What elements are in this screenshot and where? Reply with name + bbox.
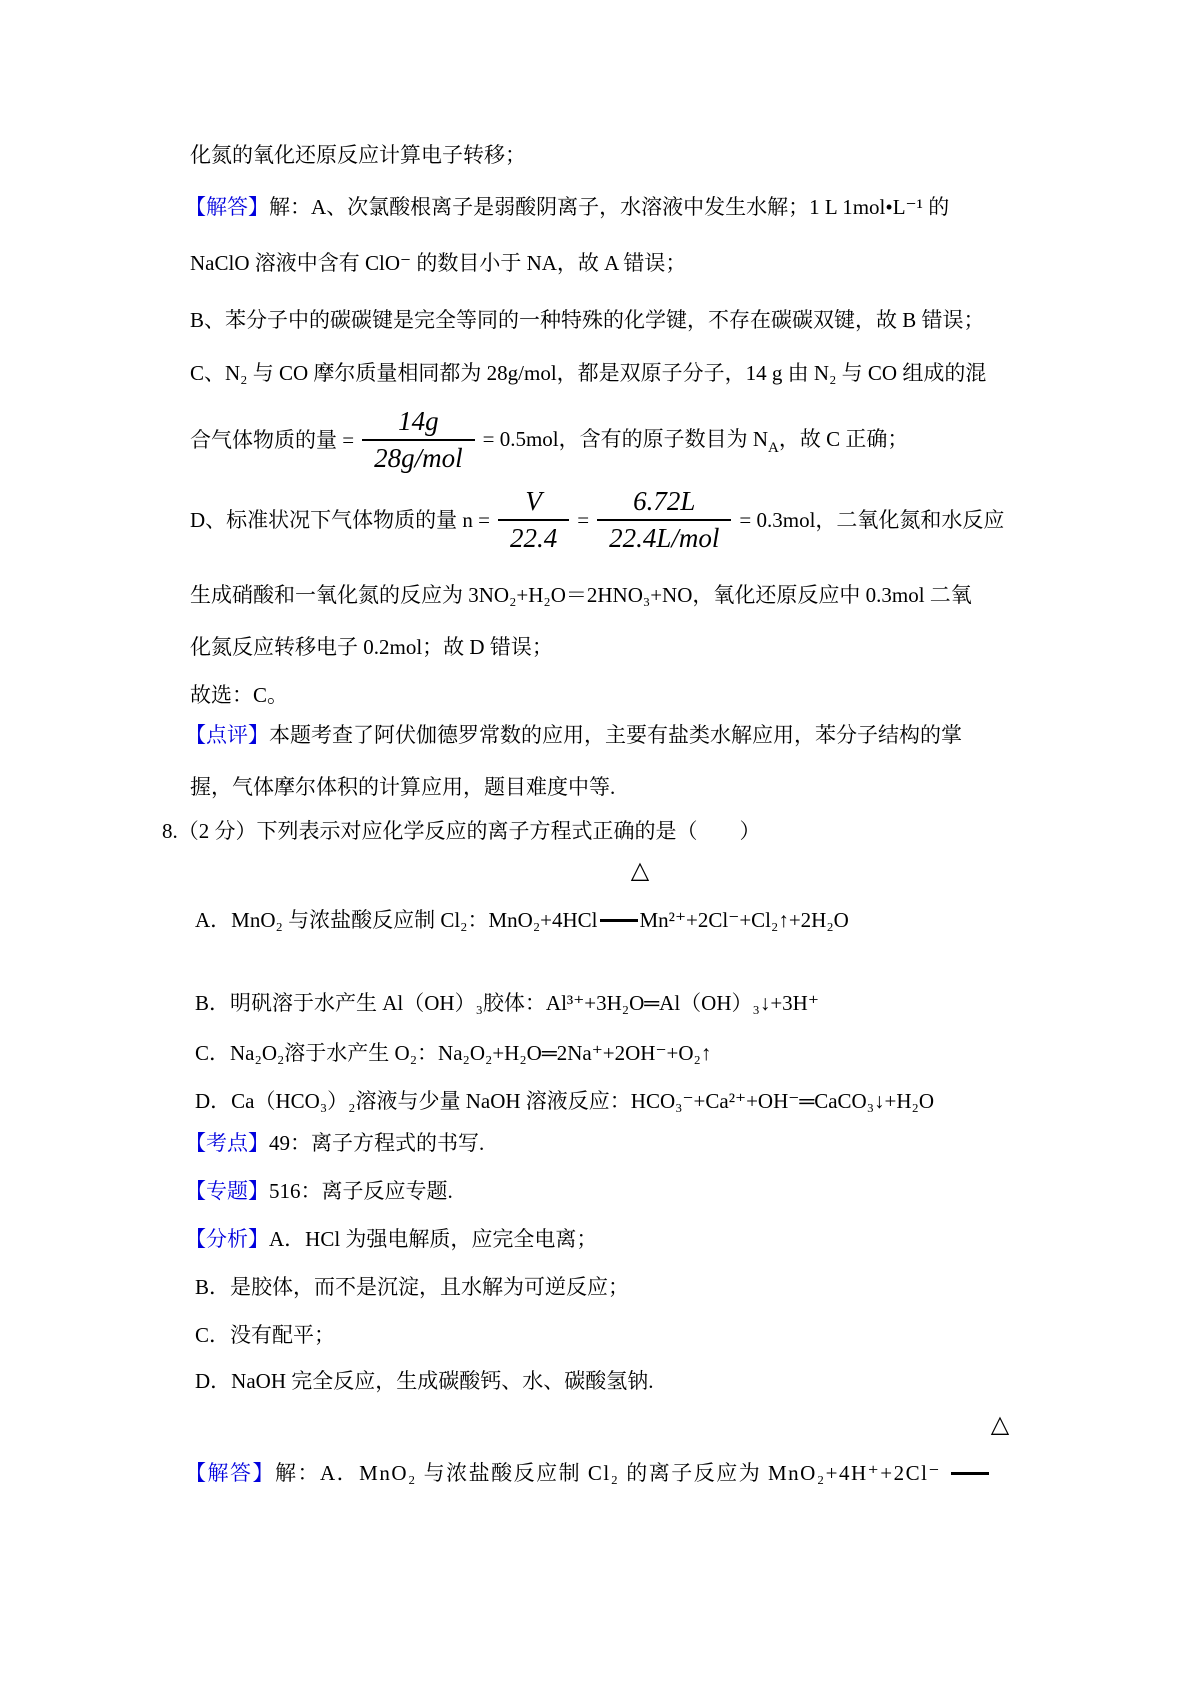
c-formula-result: [483, 424, 909, 457]
question8-jieda-line: [185, 1458, 991, 1488]
fraction-denominator: 22.4: [498, 519, 569, 554]
solution7-answer-line-a2: NaClO 溶液中含有 ClO⁻ 的数目小于 NA，故 A 错误；: [190, 251, 687, 275]
question8-zhuanti-line: [185, 1176, 453, 1206]
kaodian-label: 【考点】: [185, 1131, 269, 1155]
option-a-post: Mn²⁺+2Cl⁻+Cl₂↑+2H₂O: [639, 908, 849, 932]
fraction-denominator: 22.4L/mol: [597, 519, 731, 554]
question8-fenxi-line-b: B．是胶体，而不是沉淀，且水解为可逆反应；: [195, 1275, 630, 1299]
solution7-answer-line-d2: 生成硝酸和一氧化氮的反应为 3NO₂+H₂O＝2HNO₃+NO，氧化还原反应中 0.3mol 二氧: [190, 583, 972, 607]
question8-option-d: D．Ca（HCO₃）₂溶液与少量 NaOH 溶液反应：HCO₃⁻+Ca²⁺+OH⁻═CaCO₃↓+H₂O: [195, 1089, 935, 1113]
question8-fenxi-line-d: D．NaOH 完全反应，生成碳酸钙、水、碳酸氢钠.: [195, 1369, 654, 1393]
fraction-numerator: 6.72L: [633, 486, 696, 516]
delta-glyph: △: [630, 856, 650, 884]
fraction-14g-over-28gmol: [362, 406, 475, 474]
c-formula-mid: = 0.5mol，含有的原子数目为 N: [482, 426, 769, 451]
delta-heating-symbol: [982, 1412, 1018, 1436]
solution7-answer-line-a1: [185, 192, 949, 222]
zhuanti-label: 【专题】: [185, 1179, 269, 1203]
d-formula-pre: D、标准状况下气体物质的量 n =: [190, 508, 491, 533]
d-formula-post: = 0.3mol，二氧化氮和水反应: [739, 508, 1005, 533]
c-formula-pre: 合气体物质的量 =: [190, 428, 355, 453]
equation-line: [600, 919, 638, 922]
question8-fenxi-line-a: [185, 1224, 597, 1254]
question8-option-b: B．明矾溶于水产生 Al（OH）₃胶体：Al³⁺+3H₂O═Al（OH）₃↓+3H⁺: [195, 991, 819, 1015]
fraction-V-over-22.4: [498, 486, 569, 554]
fraction-6.72L-over-22.4Lmol: [597, 486, 731, 554]
fraction-numerator: V: [525, 486, 542, 516]
fraction-numerator: 14g: [398, 406, 439, 436]
solution7-answer-line-b: B、苯分子中的碳碳键是完全等同的一种特殊的化学键，不存在碳碳双键，故 B 错误；: [190, 308, 985, 332]
answer-text-a1: 解：A、次氯酸根离子是弱酸阴离子，水溶液中发生水解；1 L 1mol•L⁻¹ 的: [269, 195, 950, 219]
question8-stem: 8.（2 分）下列表示对应化学反应的离子方程式正确的是（ ）: [162, 819, 761, 843]
question8-option-a: [195, 905, 849, 935]
solution7-answer-line-c2-formula: [190, 406, 908, 474]
solution7-comment-line2: 握，气体摩尔体积的计算应用，题目难度中等.: [190, 775, 616, 799]
question8-option-c: C．Na₂O₂溶于水产生 O₂：Na₂O₂+H₂O═2Na⁺+2OH⁻+O₂↑: [195, 1041, 712, 1065]
kaodian-text: 49：离子方程式的书写.: [269, 1131, 485, 1155]
d-formula-equals: =: [577, 508, 590, 533]
option-a-pre: A．MnO₂ 与浓盐酸反应制 Cl₂：MnO₂+4HCl: [195, 908, 598, 932]
solution7-comment-line1: [185, 720, 962, 750]
solution7-answer-line-d3: 化氮反应转移电子 0.2mol；故 D 错误；: [190, 635, 553, 659]
comment-label: 【点评】: [185, 723, 269, 747]
c-formula-post: ，故 C 正确；: [778, 426, 909, 451]
zhuanti-text: 516：离子反应专题.: [269, 1179, 453, 1203]
delta-glyph: △: [990, 1410, 1010, 1438]
question8-kaodian-line: [185, 1128, 484, 1158]
delta-heating-symbol: [622, 858, 658, 882]
solution7-answer-line-c1: C、N₂ 与 CO 摩尔质量相同都为 28g/mol，都是双原子分子，14 g 由 N₂ 与 CO 组成的混: [190, 361, 987, 385]
solution7-answer-line-d1-formula: [190, 486, 1004, 554]
subscript-A: A: [768, 439, 779, 456]
fraction-denominator: 28g/mol: [362, 439, 475, 474]
fenxi-label: 【分析】: [185, 1227, 269, 1251]
question8-fenxi-line-c: C．没有配平；: [195, 1323, 336, 1347]
fenxi-text-a: A．HCl 为强电解质，应完全电离；: [269, 1227, 598, 1251]
jieda-text: 解：A．MnO₂ 与浓盐酸反应制 Cl₂ 的离子反应为 MnO₂+4H⁺+2Cl⁻: [275, 1461, 942, 1485]
answer-label: 【解答】: [185, 195, 269, 219]
comment-text-1: 本题考查了阿伏伽德罗常数的应用，主要有盐类水解应用，苯分子结构的掌: [269, 723, 962, 747]
jieda-label: 【解答】: [185, 1461, 275, 1485]
solution7-context-line: 化氮的氧化还原反应计算电子转移；: [190, 143, 526, 167]
solution7-conclusion: 故选：C。: [190, 683, 289, 707]
equation-line: [951, 1472, 989, 1475]
